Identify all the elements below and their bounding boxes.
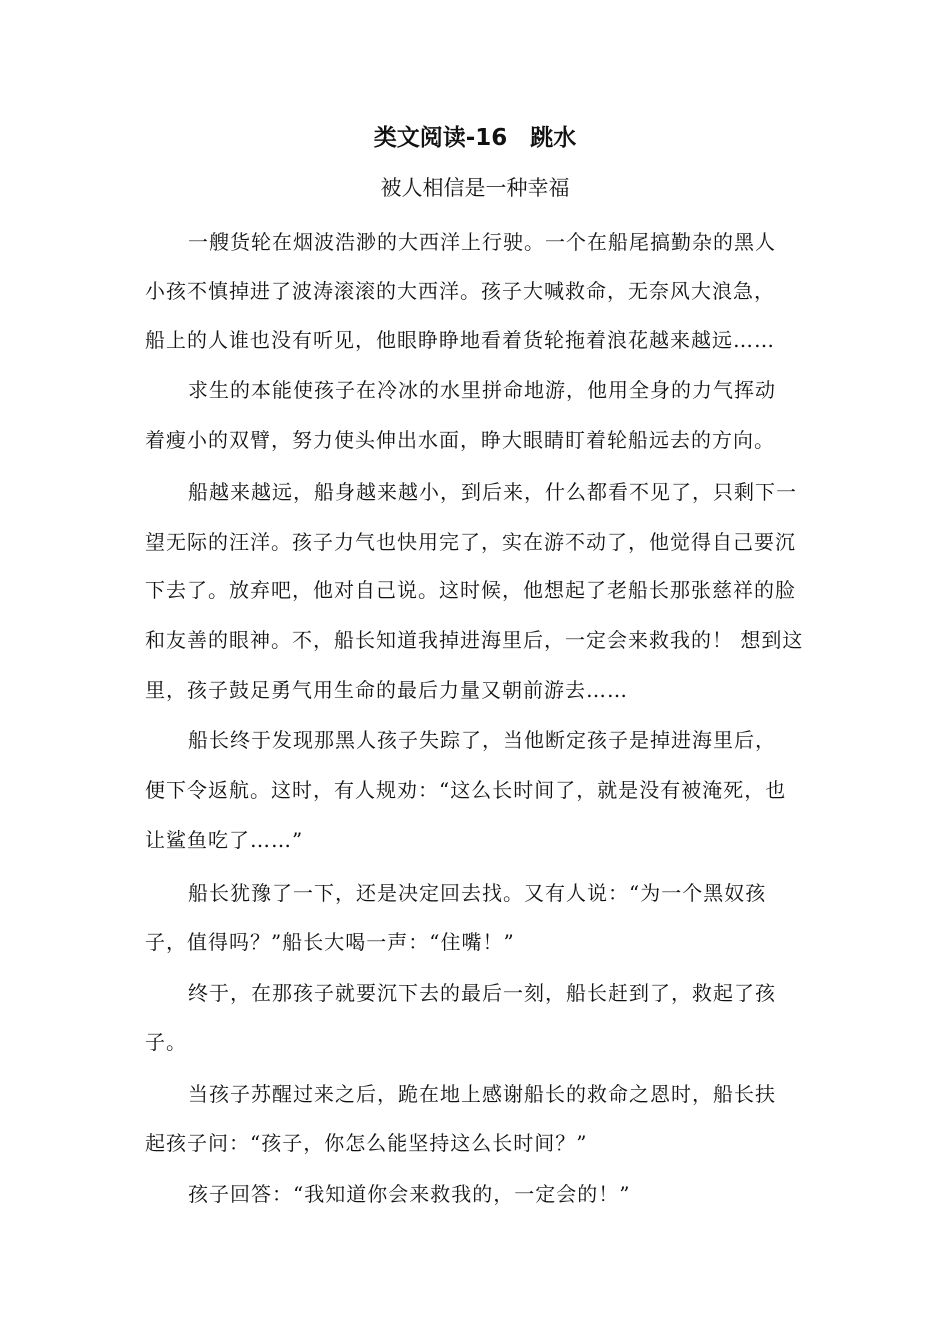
paragraph-line: 船长终于发现那黑人孩子失踪了，当他断定孩子是掉进海里后， [188,728,776,752]
paragraph-line: 起孩子问：“孩子，你怎么能坚持这么长时间？” [145,1131,588,1155]
paragraph-line: 下去了。放弃吧，他对自己说。这时候，他想起了老船长那张慈祥的脸 [145,578,796,602]
paragraph-line: 子。 [145,1030,187,1054]
paragraph-line: 孩子回答：“我知道你会来救我的，一定会的！” [188,1182,631,1206]
paragraph-line: 望无际的汪洋。孩子力气也快用完了，实在游不动了，他觉得自己要沉 [145,530,796,554]
document-subtitle: 被人相信是一种幸福 [380,176,570,200]
paragraph-line: 船长犹豫了一下，还是决定回去找。又有人说：“为一个黑奴孩 [188,881,767,905]
document-title: 类文阅读-16 跳水 [373,125,577,151]
paragraph-line: 小孩不慎掉进了波涛滚滚的大西洋。孩子大喊救命，无奈风大浪急， [145,279,775,303]
paragraph-line: 当孩子苏醒过来之后，跪在地上感谢船长的救命之恩时，船长扶 [188,1082,776,1106]
paragraph-line: 一艘货轮在烟波浩渺的大西洋上行驶。一个在船尾搞勤杂的黑人 [188,230,776,254]
paragraph-line: 船越来越远，船身越来越小，到后来，什么都看不见了，只剩下一 [188,480,797,504]
paragraph-line: 里，孩子鼓足勇气用生命的最后力量又朝前游去…… [145,678,628,702]
paragraph-line: 终于，在那孩子就要沉下去的最后一刻，船长赶到了，救起了孩 [188,981,776,1005]
paragraph-line: 和友善的眼神。不，船长知道我掉进海里后，一定会来救我的！ 想到这 [145,628,804,652]
paragraph-line: 子，值得吗？”船长大喝一声：“住嘴！” [145,930,515,954]
paragraph-line: 便下令返航。这时，有人规劝：“这么长时间了，就是没有被淹死，也 [145,778,787,802]
paragraph-line: 着瘦小的双臂，努力使头伸出水面，睁大眼睛盯着轮船远去的方向。 [145,428,775,452]
paragraph-line: 让鲨鱼吃了……” [145,828,304,852]
paragraph-line: 求生的本能使孩子在冷冰的水里拼命地游，他用全身的力气挥动 [188,378,776,402]
paragraph-line: 船上的人谁也没有听见，他眼睁睁地看着货轮拖着浪花越来越远…… [145,328,775,352]
